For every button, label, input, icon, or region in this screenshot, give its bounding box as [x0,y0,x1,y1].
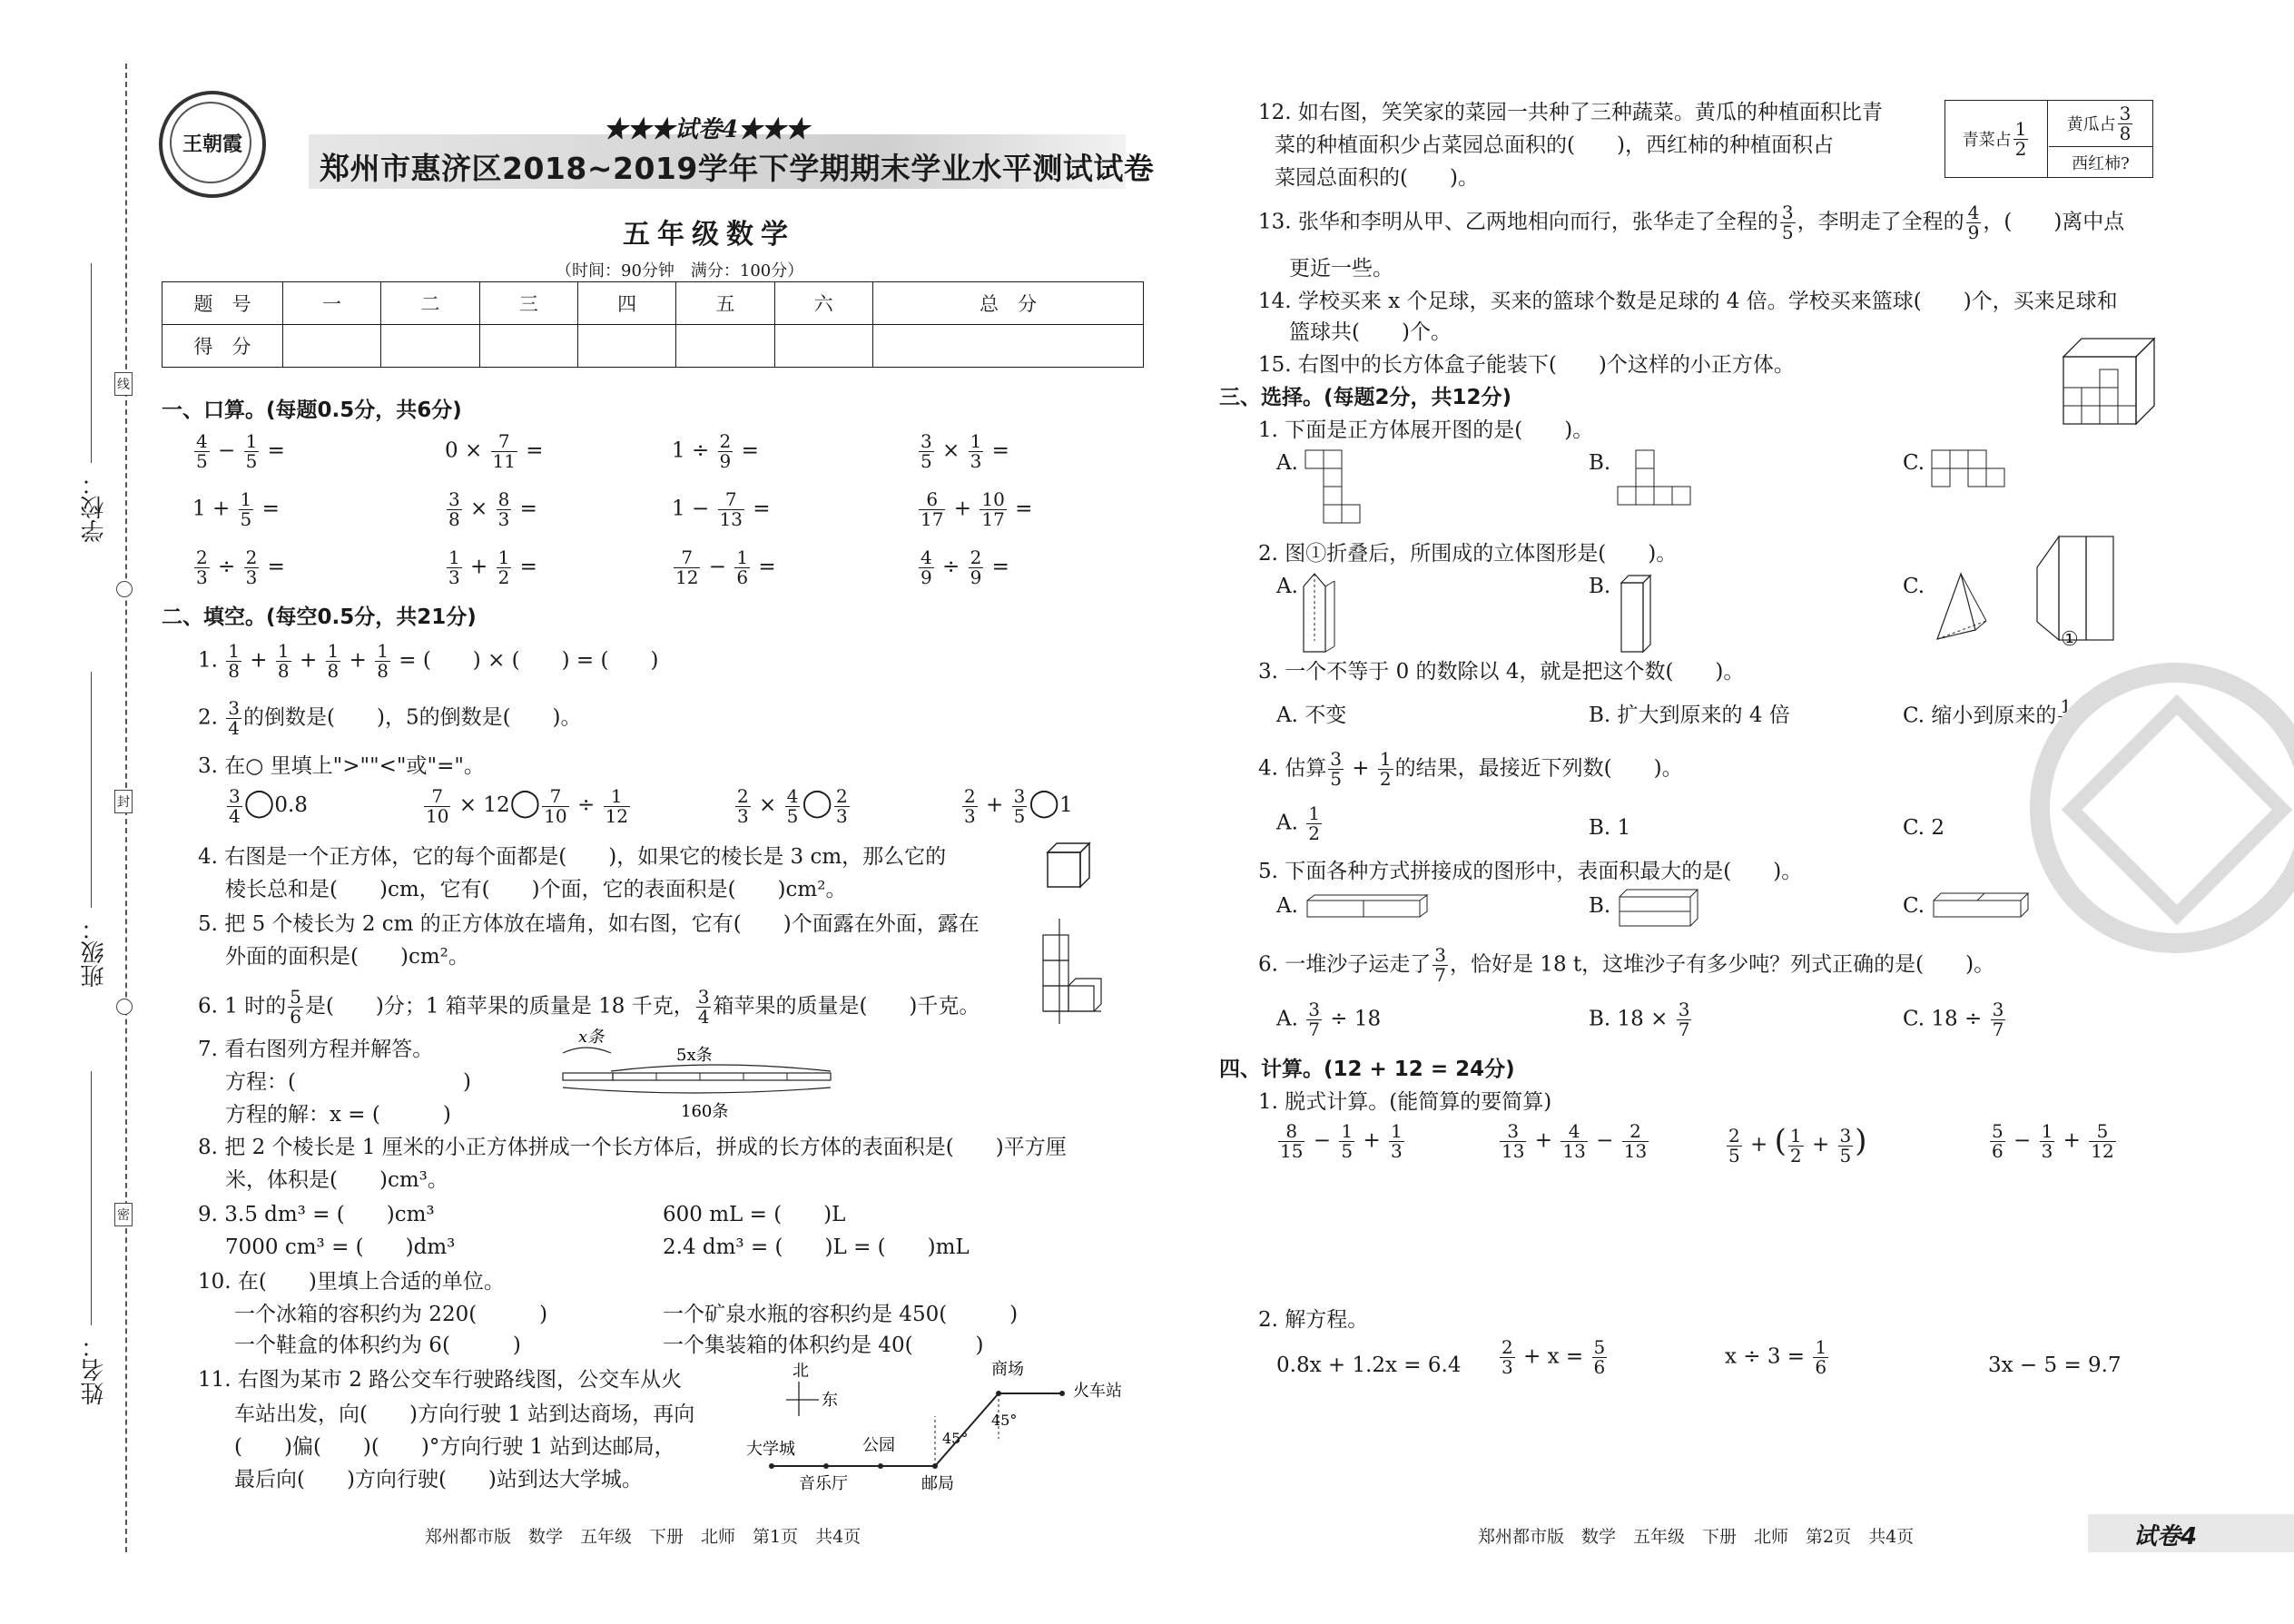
stop-station: 火车站 [1073,1382,1122,1401]
oral-calc-item: $\frac{2}{3}$ ÷ $\frac{2}{3}$ = [196,546,285,588]
fill-question-9b: 600 mL = ( )L [663,1203,846,1226]
footer-paper-tag: 试卷4 [2133,1523,2198,1550]
equation-instruction: 2. 解方程。 [1258,1308,1369,1332]
oral-calc-item: $\frac{1}{3}$ + $\frac{1}{2}$ = [448,546,537,588]
section2-heading: 二、填空。(每空0.5分，共21分) [162,605,477,629]
oral-calc-item: $\frac{7}{12}$ − $\frac{1}{6}$ = [675,546,776,588]
choice-question-1: 1. 下面是正方体展开图的是( )。 [1258,418,1594,442]
footer-left: 郑州都市版 数学 五年级 下册 北师 第1页 共4页 [425,1527,861,1547]
block-figure-a [1304,891,1431,922]
score-header-cell: 三 [479,282,577,325]
class-field[interactable] [91,672,92,908]
oral-calc-item: $\frac{4}{9}$ ÷ $\frac{2}{9}$ = [921,546,1009,588]
oral-calc-item: 1 + $\frac{1}{5}$ = [192,488,280,530]
score-cell[interactable] [577,325,675,368]
option-text[interactable]: B. 1 [1589,816,1631,840]
fill-question-13: 13. 张华和李明从甲、乙两地相向而行，张华走了全程的 $\frac{3}{5}$ ，李明走了全程的 $\frac{4}{9}$ ，( )离中点 [1258,202,2125,243]
score-table [162,281,1144,368]
compare-item: $\frac{3}{4}$ ◯0.8 [229,784,308,827]
fill-question-13-cont: 更近一些。 [1289,257,1393,281]
garden-diagram [1944,100,2153,178]
option-label[interactable]: A. [1276,451,1298,475]
fill-question-10: 10. 在( )里填上合适的单位。 [198,1270,505,1294]
block-figure-c [1930,890,2035,926]
score-cell[interactable] [872,325,1143,368]
option-label[interactable]: A. [1276,894,1298,918]
garden-cucumber: 黄瓜占 $\frac{3}{8}$ [2049,101,2152,147]
score-header-row [162,282,1144,325]
fill-question-11: 11. 右图为某市 2 路公交车行驶路线图，公交车从火 [198,1368,683,1392]
score-cell[interactable] [479,325,577,368]
unit-blank: 一个矿泉水瓶的容积约是 450( ) [663,1303,1019,1326]
fill-question-12-cont: 菜园总面积的( )。 [1275,166,1479,190]
bus-route-map [735,1353,1144,1507]
binding-hole-icon [116,581,133,597]
compass-north-label: 北 [793,1362,809,1381]
fill-question-3: 3. 在○ 里填上">""<"或"="。 [198,754,485,778]
score-header-cell: 总 分 [872,282,1143,325]
section4-heading: 四、计算。(12 + 12 = 24分) [1219,1058,1515,1081]
option-text[interactable]: B. 18 × $\frac{3}{7}$ [1589,999,1690,1040]
option-label[interactable]: C. [1903,451,1925,475]
seg-label-x: x条 [578,1028,605,1047]
option-label[interactable]: B. [1589,451,1611,475]
option-text[interactable]: A. 不变 [1276,704,1347,727]
angle-label: 45° [942,1430,969,1447]
oral-calc-item: $\frac{6}{17}$ + $\frac{10}{17}$ = [921,488,1033,530]
fill-question-9c: 7000 cm³ = ( )dm³ [225,1235,456,1259]
seg-label-5x: 5x条 [676,1046,713,1065]
name-label: 姓名： [81,1334,108,1405]
angle-label: 45° [991,1412,1018,1429]
net-figure-b [1616,448,1698,512]
calc-item: $\frac{8}{15}$ − $\frac{1}{5}$ + $\frac{1}{3}$ [1280,1120,1403,1162]
fill-question-5-cont: 外面的面积是( )cm²。 [225,945,469,969]
oral-calc-item: $\frac{3}{5}$ × $\frac{1}{3}$ = [921,430,1009,472]
fill-question-2: 2. $\frac{3}{4}$ 的倒数是( )，5的倒数是( )。 [198,697,582,739]
unit-blank: 一个集装箱的体积约是 40( ) [663,1334,984,1357]
fill-question-5: 5. 把 5 个棱长为 2 cm 的正方体放在墙角，如右图，它有( )个面露在外面，露在 [198,912,980,936]
garden-cabbage: 青菜占 $\frac{1}{2}$ [1945,101,2048,177]
choice-question-2: 2. 图①折叠后，所围成的立体图形是( )。 [1258,542,1678,566]
stop-post-office: 邮局 [921,1474,954,1493]
prism-figure-a [1298,570,1344,657]
option-text[interactable]: C. 18 ÷ $\frac{3}{7}$ [1903,999,2004,1040]
option-text[interactable]: B. 扩大到原来的 4 倍 [1589,704,1790,727]
choice-question-3: 3. 一个不等于 0 的数除以 4，就是把这个数( )。 [1258,660,1745,684]
score-row [162,325,1144,368]
fill-question-4: 4. 右图是一个正方体，它的每个面都是( )，如果它的棱长是 3 cm，那么它的 [198,845,947,869]
option-label[interactable]: C. [1903,575,1925,598]
section3-heading: 三、选择。(每题2分，共12分) [1219,386,1512,409]
equation-blank: 方程：( ) [225,1070,471,1094]
pyramid-figure-c [1930,570,1994,643]
score-header-cell: 六 [774,282,872,325]
name-field[interactable] [91,1071,92,1325]
calc-item: $\frac{3}{13}$ + $\frac{4}{13}$ − $\frac{2}{13}$ [1501,1120,1648,1162]
fill-question-8-cont: 米，体积是( )cm³。 [225,1168,448,1192]
stop-university: 大学城 [746,1440,795,1459]
compare-item: $\frac{2}{3}$ + $\frac{3}{5}$ ◯1 [964,784,1073,827]
brand-logo [159,91,266,198]
score-row-label: 得 分 [162,325,283,368]
fill-question-7: 7. 看右图列方程并解答。 [198,1038,434,1061]
fill-question-11-cont: 车站出发，向( )方向行驶 1 站到达商场，再向 [234,1403,695,1426]
oral-calc-item: 0 × $\frac{7}{11}$ = [445,430,544,472]
equation-item: 0.8x + 1.2x = 6.4 [1276,1353,1462,1377]
fill-question-14: 14. 学校买来 x 个足球，买来的篮球个数是足球的 4 倍。学校买来篮球( )个，买来足球和 [1258,290,2118,313]
net-figure-c [1930,448,2017,494]
oral-calc-item: 1 ÷ $\frac{2}{9}$ = [672,430,759,472]
class-label: 班级： [81,917,108,988]
score-header-cell: 题 号 [162,282,283,325]
binding-hole-icon [116,999,133,1015]
option-label[interactable]: A. [1276,575,1298,598]
score-header-cell: 一 [283,282,381,325]
unit-blank: 一个鞋盒的体积约为 6( ) [234,1334,521,1357]
binding-mark-seal: 封 [114,790,133,813]
logo-text: 王朝霞 [182,133,242,156]
solution-blank: 方程的解：x = ( ) [225,1103,451,1127]
option-text[interactable]: A. $\frac{3}{7}$ ÷ 18 [1276,999,1382,1040]
calc-item: $\frac{2}{5}$ + ( $\frac{1}{2}$ + $\frac{3}{5}$ ) [1728,1123,1867,1166]
binding-mark-line: 线 [114,372,133,396]
fill-question-14-cont: 篮球共( )个。 [1289,320,1452,344]
figure-number: ① [2061,628,2079,651]
option-label[interactable]: C. [1903,894,1925,918]
stop-mall-label: 商场 [991,1360,1024,1379]
unit-blank: 一个冰箱的容积约为 220( ) [234,1303,548,1326]
choice-question-4: 4. 估算 $\frac{3}{5}$ + $\frac{1}{2}$ 的结果，最接近下列数( )。 [1258,748,1683,790]
compass-east-label: 东 [822,1391,838,1410]
page-title: 郑州市惠济区2018~2019学年下学期期末学业水平测试试卷 [320,151,1155,186]
footer-right: 郑州都市版 数学 五年级 下册 北师 第2页 共4页 [1478,1527,1915,1547]
option-text[interactable]: A. $\frac{1}{2}$ [1276,802,1320,844]
oral-calc-item: $\frac{4}{5}$ − $\frac{1}{5}$ = [196,430,285,472]
stop-park: 公园 [862,1436,895,1455]
equation-item: $\frac{2}{3}$ + x = $\frac{5}{6}$ [1501,1336,1606,1378]
cube-figure [1044,840,1095,891]
prism-figure-b [1616,570,1661,657]
stacked-cubes-figure [1039,917,1103,1026]
block-figure-b [1616,886,1703,931]
school-label: 学校： [81,472,108,543]
stop-music-hall: 音乐厅 [799,1474,848,1493]
paper-tag: ★★★试卷4★★★ [604,116,810,143]
fill-question-11-cont: 最后向( )方向行驶( )站到达大学城。 [234,1468,643,1491]
score-cell[interactable] [283,325,381,368]
score-header-cell: 二 [381,282,479,325]
school-field[interactable] [91,263,92,463]
fill-question-4-cont: 棱长总和是( )cm，它有( )个面，它的表面积是( )cm²。 [225,878,847,901]
choice-question-6: 6. 一堆沙子运走了 $\frac{3}{7}$ ，恰好是 18 t，这堆沙子有多少吨？列式正确的是( )。 [1258,944,1995,986]
score-header-cell: 五 [676,282,774,325]
option-label[interactable]: B. [1589,575,1611,598]
fill-question-8: 8. 把 2 个棱长是 1 厘米的小正方体拼成一个长方体后，拼成的长方体的表面积是( )平方厘 [198,1136,1067,1159]
compare-item: $\frac{2}{3}$ × $\frac{4}{5}$ ◯ $\frac{2}{3}$ [737,784,848,827]
binding-mark-secret: 密 [114,1203,133,1226]
fill-question-6: 6. 1 时的 $\frac{5}{6}$ 是( )分；1 箱苹果的质量是 18 千克， $\frac{3}{4}$ 箱苹果的质量是( )千克。 [198,986,980,1028]
choice-question-5: 5. 下面各种方式拼接成的图形中，表面积最大的是( )。 [1258,860,1803,883]
fill-question-11-cont: ( )偏( )( )°方向行驶 1 站到达邮局， [234,1435,675,1459]
garden-tomato: 西红柿? [2072,154,2130,173]
oral-calc-item: $\frac{3}{8}$ × $\frac{8}{3}$ = [448,488,537,530]
fill-question-15: 15. 右图中的长方体盒子能装下( )个这样的小正方体。 [1258,353,1795,377]
calc-item: $\frac{5}{6}$ − $\frac{1}{3}$ + $\frac{5}{12}$ [1992,1120,2114,1162]
fill-question-9a: 9. 3.5 dm³ = ( )cm³ [198,1203,435,1226]
time-info: （时间：90分钟 满分：100分） [556,261,804,281]
oral-calc-item: 1 − $\frac{7}{13}$ = [672,488,771,530]
section1-heading: 一、口算。(每题0.5分，共6分) [162,399,462,422]
equation-item: 3x − 5 = 9.7 [1988,1353,2122,1377]
net-figure-a [1304,448,1376,530]
fill-question-12: 12. 如右图，笑笑家的菜园一共种了三种蔬菜。黄瓜的种植面积比青 [1258,101,1883,124]
fill-question-9d: 2.4 dm³ = ( )L = ( )mL [663,1235,970,1259]
box-with-cubes-figure [2056,331,2165,431]
option-text[interactable]: C. 缩小到原来的 $\frac{1}{4}$ [1903,695,2072,737]
calc-instruction: 1. 脱式计算。(能简算的要简算) [1258,1090,1552,1114]
score-cell[interactable] [676,325,774,368]
score-cell[interactable] [381,325,479,368]
subject-title: 五年级数学 [623,219,795,251]
seg-label-total: 160条 [681,1102,729,1121]
score-header-cell: 四 [577,282,675,325]
equation-item: x ÷ 3 = $\frac{1}{6}$ [1725,1336,1827,1378]
fill-question-12-cont: 菜的种植面积少占菜园总面积的( )，西红柿的种植面积占 [1275,133,1834,157]
option-text[interactable]: C. 2 [1903,816,1945,840]
compare-item: $\frac{7}{10}$ × 12◯ $\frac{7}{10}$ ÷ $\frac{1}{12}$ [426,784,629,827]
fill-question-1: 1. $\frac{1}{8}$ + $\frac{1}{8}$ + $\frac{1}{8}$ + $\frac{1}{8}$ = ( ) × ( ) = ( ) [198,640,659,682]
score-cell[interactable] [774,325,872,368]
option-label[interactable]: B. [1589,894,1611,918]
segment-diagram [558,1026,840,1126]
